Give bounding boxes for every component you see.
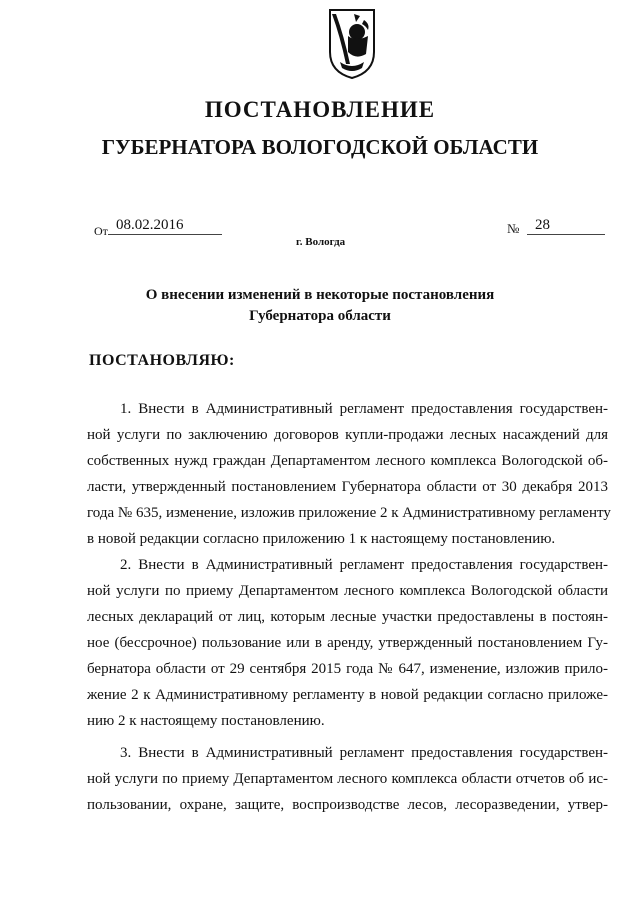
document-title: ПОСТАНОВЛЕНИЕ	[204, 97, 436, 122]
body-line: 2. Внести в Административный регламент предоставления государствен-	[120, 557, 608, 573]
body-line: года № 635, изменение, изложив приложение 2 к Административному регламенту	[87, 505, 611, 521]
document-subject	[0, 285, 640, 327]
date-label: От	[94, 224, 108, 238]
body-line: лесных деклараций от лиц, которым лесные участки предоставлены в постоян-	[87, 609, 608, 625]
body-line: ной услуги по заключению договоров купли-продажи лесных насаждений для	[87, 427, 608, 443]
body-line: ное (бессрочное) пользование или в аренду, утвержденный постановлением Гу-	[87, 635, 608, 651]
body-line: бернатора области от 29 сентября 2015 года № 647, изменение, изложив прило-	[87, 661, 608, 677]
body-line: собственных нужд граждан Департаментом лесного комплекса Вологодской об-	[87, 453, 608, 469]
body-line: 1. Внести в Административный регламент предоставления государствен-	[120, 401, 608, 417]
body-line: пользовании, охране, защите, воспроизводстве лесов, лесоразведении, утвер-	[87, 797, 608, 813]
document-date: 08.02.2016	[108, 216, 222, 235]
decree-heading: ПОСТАНОВЛЯЮ:	[89, 352, 235, 369]
body-line: ной услуги по приему Департаментом лесного комплекса области отчетов об ис-	[87, 771, 608, 787]
subject-line: Губернатора области	[249, 308, 391, 324]
body-line: ласти, утвержденный постановлением Губернатора области от 30 декабря 2013	[87, 479, 608, 495]
vologda-coat-of-arms-icon	[326, 6, 378, 80]
body-line: 3. Внести в Административный регламент предоставления государствен-	[120, 745, 608, 761]
subject-line: О внесении изменений в некоторые постановления	[145, 287, 495, 303]
body-line: ной услуги по приему Департаментом лесного комплекса Вологодской области	[87, 583, 608, 599]
document-issuer: ГУБЕРНАТОРА ВОЛОГОДСКОЙ ОБЛАСТИ	[101, 135, 539, 159]
body-line: жение 2 к Административному регламенту в новой редакции согласно приложе-	[87, 687, 608, 703]
body-line: нию 2 к настоящему постановлению.	[87, 713, 325, 729]
body-line: в новой редакции согласно приложению 1 к настоящему постановлению.	[87, 531, 556, 547]
document-city: г. Вологда	[296, 236, 346, 248]
document-number: 28	[527, 216, 605, 235]
number-label: №	[507, 221, 520, 236]
